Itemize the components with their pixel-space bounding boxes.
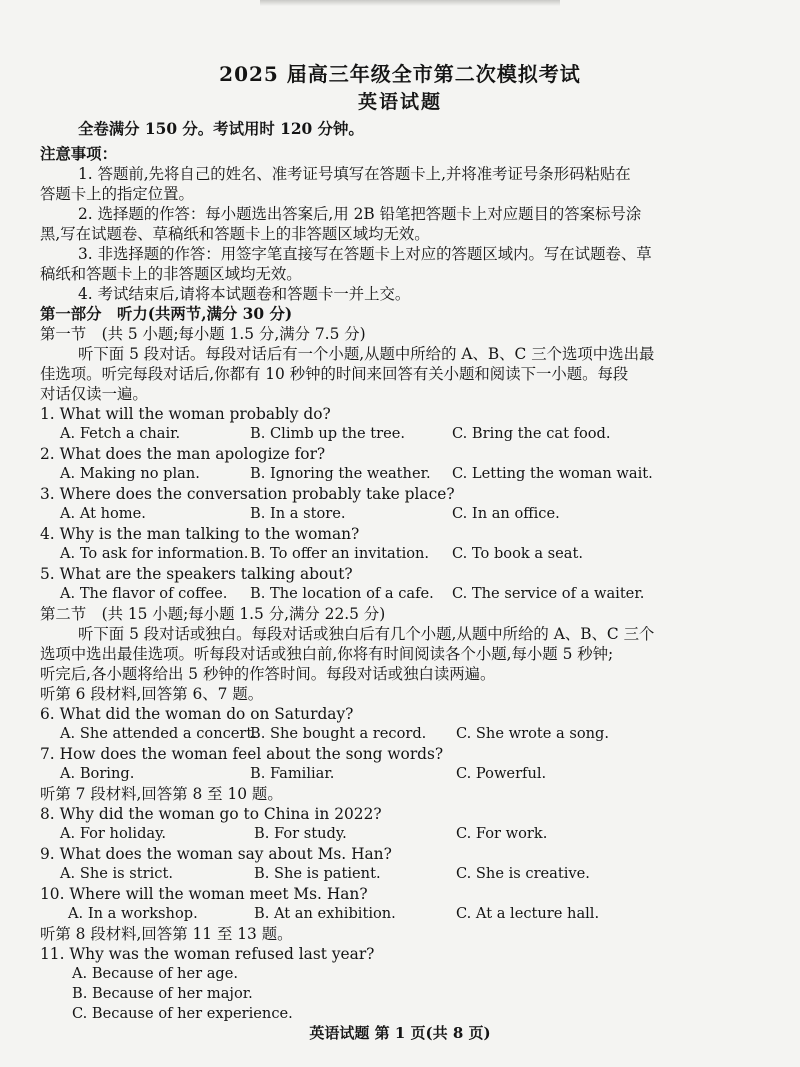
section2-instruction: 选项中选出最佳选项。听每段对话或独白前,你将有时间阅读各个小题,每小题 5 秒钟; [40,645,614,663]
question-stem: 2. What does the man apologize for? [40,445,326,463]
option-b: B. At an exhibition. [254,905,396,922]
material-label: 听第 7 段材料,回答第 8 至 10 题。 [40,785,283,803]
option-a: A. In a workshop. [68,905,198,922]
material-label: 听第 6 段材料,回答第 6、7 题。 [40,685,264,703]
question-stem: 5. What are the speakers talking about? [40,565,353,583]
option-b: B. Because of her major. [72,985,253,1002]
question-stem: 7. How does the woman feel about the song words? [40,745,444,763]
option-b: B. To offer an invitation. [250,545,430,562]
section1-instruction: 佳选项。听完每段对话后,你都有 10 秒钟的时间来回答有关小题和阅读下一小题。每段 [40,365,629,383]
option-b: B. Climb up the tree. [250,425,405,442]
question-stem: 4. Why is the man talking to the woman? [40,525,360,543]
section1-instruction: 听下面 5 段对话。每段对话后有一个小题,从题中所给的 A、B、C 三个选项中选出最 [78,345,655,363]
material-label: 听第 8 段材料,回答第 11 至 13 题。 [40,925,293,943]
question-stem: 3. Where does the conversation probably take place? [40,485,455,503]
exam-subtitle: 英语试题 [357,91,442,113]
note-line: 4. 考试结束后,请将本试题卷和答题卡一并上交。 [78,285,411,303]
section1-instruction: 对话仅读一遍。 [40,385,148,403]
option-c: C. For work. [456,825,548,842]
option-a: A. She attended a concert. [60,725,257,742]
section2-instruction: 听完后,各小题将给出 5 秒钟的作答时间。每段对话或独白读两遍。 [40,665,496,683]
score-info: 全卷满分 150 分。考试用时 120 分钟。 [78,120,364,138]
option-c: C. She is creative. [456,865,590,882]
section2-heading: 第二节 (共 15 小题;每小题 1.5 分,满分 22.5 分) [40,605,386,623]
option-b: B. Ignoring the weather. [250,465,431,482]
page-footer: 英语试题 第 1 页(共 8 页) [309,1024,491,1042]
note-line: 稿纸和答题卡上的非答题区域均无效。 [40,265,302,283]
exam-title: 2025 届高三年级全市第二次模拟考试 [219,62,581,86]
option-b: B. The location of a cafe. [250,585,434,602]
question-stem: 11. Why was the woman refused last year? [40,945,375,963]
option-a: A. Because of her age. [72,965,239,982]
option-c: C. She wrote a song. [456,725,609,742]
option-a: A. At home. [60,505,146,522]
scan-shadow [260,0,560,6]
option-b: B. She is patient. [254,865,381,882]
option-a: A. She is strict. [60,865,173,882]
question-stem: 9. What does the woman say about Ms. Han? [40,845,392,863]
option-b: B. She bought a record. [250,725,427,742]
option-a: A. Fetch a chair. [60,425,181,442]
question-stem: 6. What did the woman do on Saturday? [40,705,354,723]
question-stem: 1. What will the woman probably do? [40,405,331,423]
option-c: C. Because of her experience. [72,1005,293,1022]
note-line: 答题卡上的指定位置。 [40,185,194,203]
part1-heading: 第一部分 听力(共两节,满分 30 分) [40,305,293,323]
option-c: C. At a lecture hall. [456,905,600,922]
option-a: A. The flavor of coffee. [60,585,228,602]
question-stem: 8. Why did the woman go to China in 2022? [40,805,382,823]
option-c: C. The service of a waiter. [452,585,645,602]
note-line: 黑,写在试题卷、草稿纸和答题卡上的非答题区域均无效。 [40,225,430,243]
option-c: C. Letting the woman wait. [452,465,653,482]
question-stem: 10. Where will the woman meet Ms. Han? [40,885,368,903]
section1-heading: 第一节 (共 5 小题;每小题 1.5 分,满分 7.5 分) [40,325,366,343]
option-c: C. Powerful. [456,765,547,782]
option-b: B. Familiar. [250,765,335,782]
option-c: C. In an office. [452,505,560,522]
section2-instruction: 听下面 5 段对话或独白。每段对话或独白后有几个小题,从题中所给的 A、B、C 三个 [78,625,655,643]
option-c: C. To book a seat. [452,545,584,562]
option-a: A. To ask for information. [60,545,249,562]
notes-heading: 注意事项： [40,145,117,163]
option-a: A. Boring. [60,765,135,782]
note-line: 2. 选择题的作答：每小题选出答案后,用 2B 铅笔把答题卡上对应题目的答案标号涂 [78,205,642,223]
option-c: C. Bring the cat food. [452,425,611,442]
option-a: A. For holiday. [60,825,167,842]
note-line: 3. 非选择题的作答：用签字笔直接写在答题卡上对应的答题区域内。写在试题卷、草 [78,245,652,263]
note-line: 1. 答题前,先将自己的姓名、准考证号填写在答题卡上,并将准考证号条形码粘贴在 [78,165,631,183]
option-b: B. For study. [254,825,347,842]
option-b: B. In a store. [250,505,346,522]
option-a: A. Making no plan. [60,465,200,482]
